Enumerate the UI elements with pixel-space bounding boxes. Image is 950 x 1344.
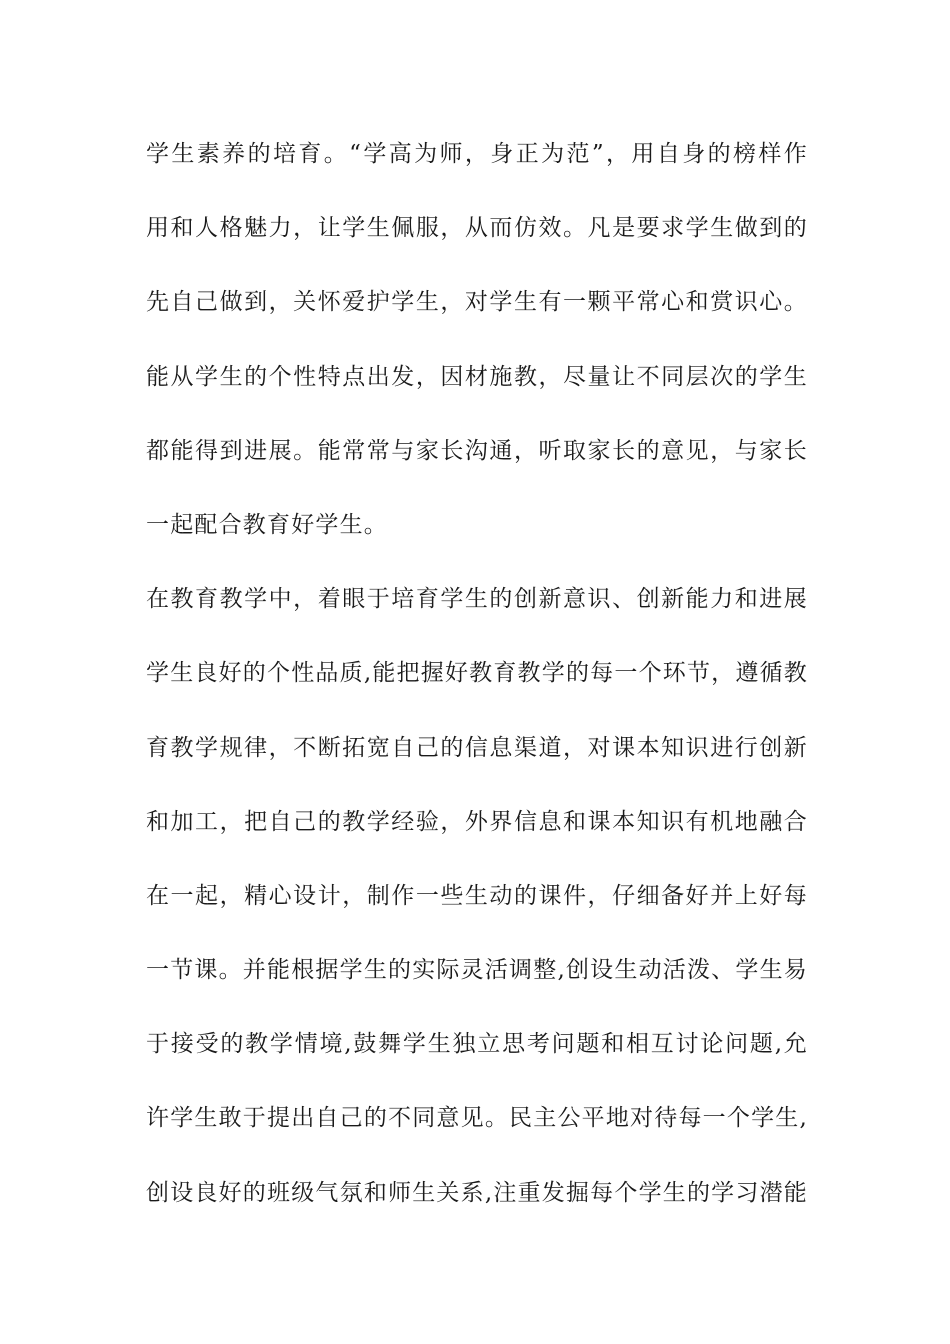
text-line: 和加工，把自己的教学经验，外界信息和课本知识有机地融合 [146,808,808,835]
text-line: 都能得到进展。能常常与家长沟通，听取家长的意见，与家长 [146,437,808,464]
text-line: 育教学规律，不断拓宽自己的信息渠道，对课本知识进行创新 [146,734,808,761]
text-line: 学生良好的个性品质,能把握好教育教学的每一个环节，遵循教 [146,660,808,687]
text-line: 于接受的教学情境,鼓舞学生独立思考问题和相互讨论问题,允 [146,1031,808,1058]
text-line: 学生素养的培育。“学高为师，身正为范”，用自身的榜样作 [146,141,808,167]
body-text [146,130,808,1243]
text-line: 一起配合教育好学生。 [146,511,388,538]
text-line: 先自己做到，关怀爱护学生，对学生有一颗平常心和赏识心。 [146,289,808,316]
text-line: 一节课。并能根据学生的实际灵活调整,创设生动活泼、学生易 [146,957,808,984]
text-line: 许学生敢于提出自己的不同意见。民主公平地对待每一个学生, [146,1105,808,1132]
text-line: 在教育教学中，着眼于培育学生的创新意识、创新能力和进展 [146,586,808,613]
text-line: 创设良好的班级气氛和师生关系,注重发掘每个学生的学习潜能 [146,1179,808,1206]
text-line: 能从学生的个性特点出发，因材施教，尽量让不同层次的学生 [146,363,808,390]
text-line: 用和人格魅力，让学生佩服，从而仿效。凡是要求学生做到的 [146,215,808,242]
text-line: 在一起，精心设计，制作一些生动的课件，仔细备好并上好每 [146,882,808,909]
